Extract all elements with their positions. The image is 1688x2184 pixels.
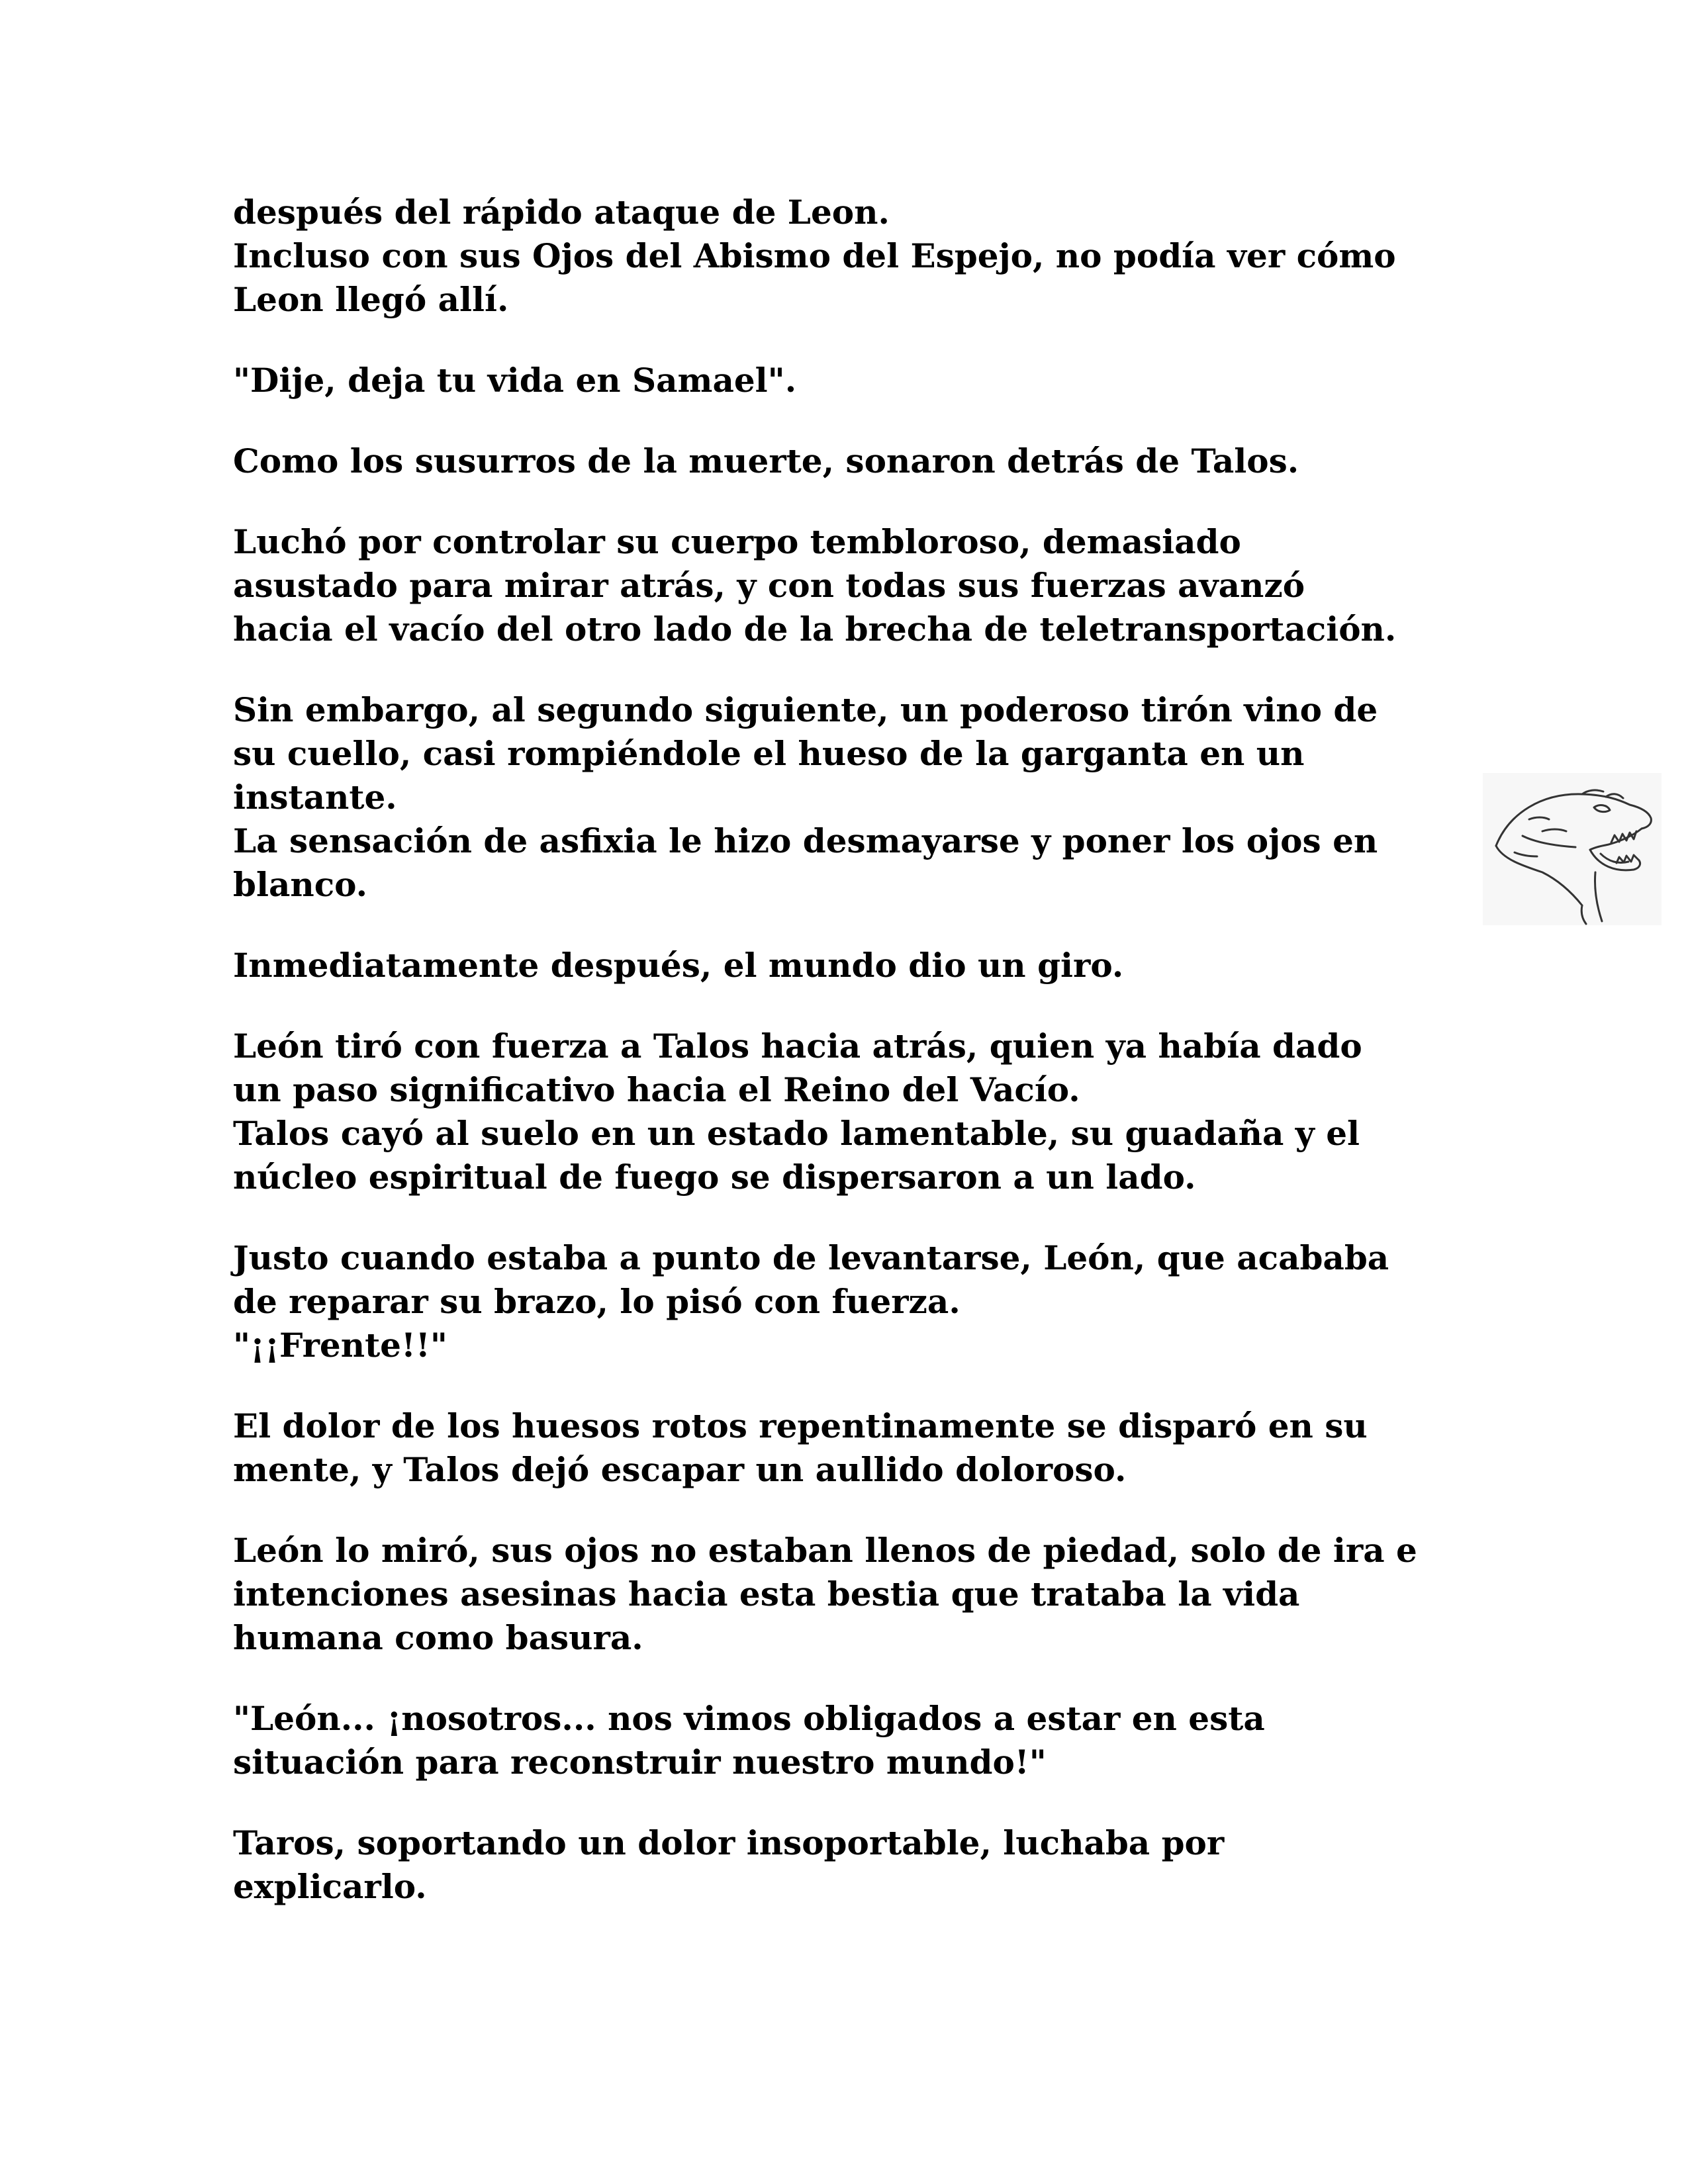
text-line: Sin embargo, al segundo siguiente, un poderoso tirón vino de [233, 690, 1378, 729]
text-line: situación para reconstruir nuestro mundo!" [233, 1743, 1047, 1782]
text-line: su cuello, casi rompiéndole el hueso de la garganta en un [233, 734, 1305, 773]
text-line: hacia el vacío del otro lado de la brecha de teletransportación. [233, 610, 1397, 649]
text-line: "¡¡Frente!!" [233, 1326, 447, 1365]
paragraph [233, 191, 1491, 322]
paragraph [233, 1404, 1491, 1492]
paragraph [233, 439, 1491, 483]
text-line: León lo miró, sus ojos no estaban llenos de piedad, solo de ira e [233, 1531, 1417, 1570]
text-line: núcleo espiritual de fuego se dispersaron a un lado. [233, 1158, 1196, 1197]
text-line: un paso significativo hacia el Reino del Vacío. [233, 1070, 1080, 1109]
text-line: El dolor de los huesos rotos repentinamente se disparó en su [233, 1406, 1368, 1445]
text-line: humana como basura. [233, 1618, 643, 1657]
text-line: Leon llegó allí. [233, 280, 509, 319]
dinosaur-sketch-icon [1483, 773, 1662, 925]
paragraph [233, 1697, 1491, 1784]
text-line: blanco. [233, 865, 368, 904]
text-line: Como los susurros de la muerte, sonaron detrás de Talos. [233, 441, 1299, 480]
text-line: León tiró con fuerza a Talos hacia atrás, quien ya había dado [233, 1026, 1362, 1066]
text-line: Justo cuando estaba a punto de levantarse, León, que acababa [233, 1238, 1389, 1277]
text-line: "Dije, deja tu vida en Samael". [233, 361, 797, 400]
paragraph [233, 688, 1491, 907]
text-line: Incluso con sus Ojos del Abismo del Espejo, no podía ver cómo [233, 236, 1396, 275]
text-line: La sensación de asfixia le hizo desmayarse y poner los ojos en [233, 821, 1378, 860]
paragraph [233, 1529, 1491, 1660]
paragraph [233, 520, 1491, 651]
paragraph [233, 1821, 1491, 1909]
text-line: después del rápido ataque de Leon. [233, 193, 890, 232]
paragraph [233, 359, 1491, 402]
paragraph [233, 1024, 1491, 1199]
text-line: asustado para mirar atrás, y con todas sus fuerzas avanzó [233, 566, 1305, 605]
text-line: "León... ¡nosotros... nos vimos obligados a estar en esta [233, 1699, 1265, 1738]
text-line: mente, y Talos dejó escapar un aullido doloroso. [233, 1450, 1127, 1489]
text-line: Luchó por controlar su cuerpo tembloroso, demasiado [233, 522, 1241, 561]
text-line: explicarlo. [233, 1867, 427, 1906]
text-line: de reparar su brazo, lo pisó con fuerza. [233, 1282, 961, 1321]
text-line: intenciones asesinas hacia esta bestia que trataba la vida [233, 1574, 1300, 1614]
document-body [233, 191, 1491, 1946]
text-line: Taros, soportando un dolor insoportable, luchaba por [233, 1823, 1225, 1862]
paragraph [233, 944, 1491, 987]
paragraph [233, 1236, 1491, 1367]
text-line: Talos cayó al suelo en un estado lamentable, su guadaña y el [233, 1114, 1360, 1153]
text-line: Inmediatamente después, el mundo dio un giro. [233, 946, 1124, 985]
text-line: instante. [233, 778, 397, 817]
